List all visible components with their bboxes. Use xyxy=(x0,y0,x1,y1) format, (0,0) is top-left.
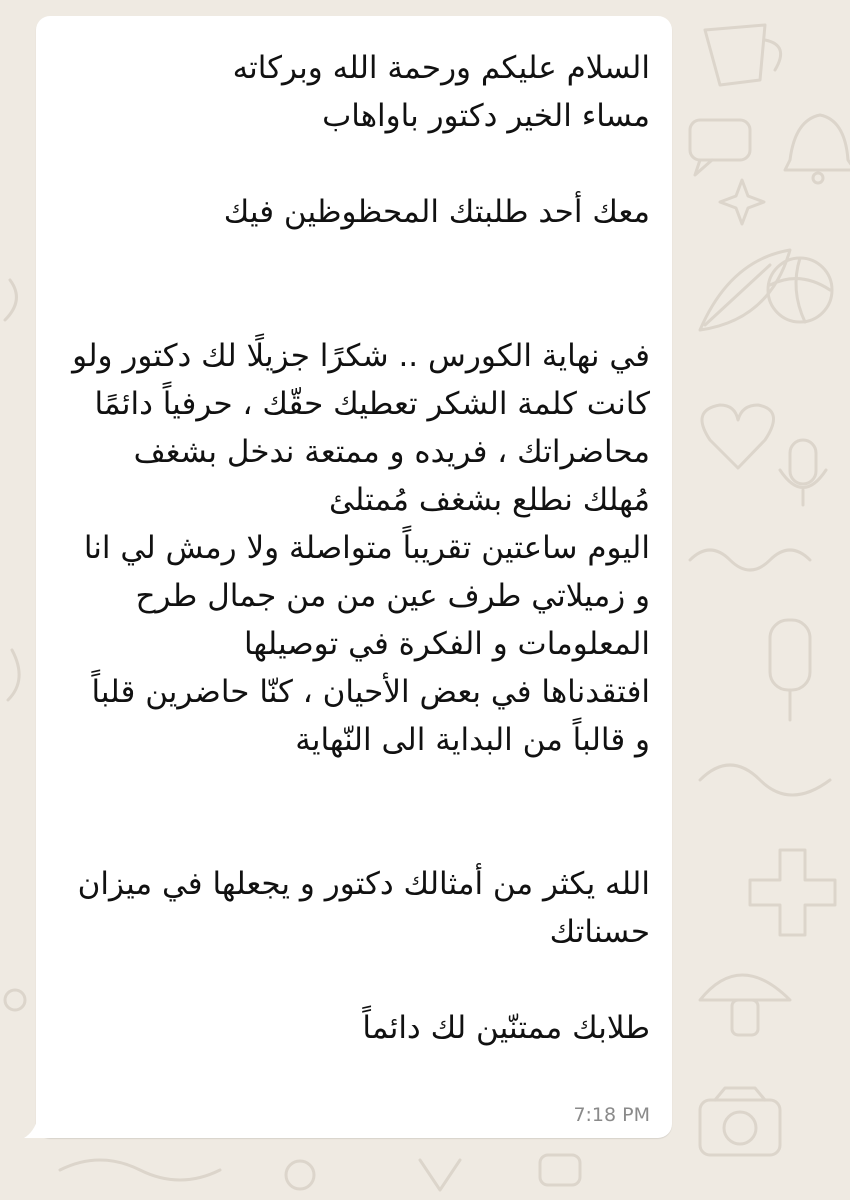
message-line: و زميلاتي طرف عين من من جمال طرح xyxy=(135,578,650,614)
message-line: السلام عليكم ورحمة الله وبركاته xyxy=(232,50,650,86)
message-text xyxy=(50,44,650,1052)
message-line xyxy=(50,140,650,188)
message-line: اليوم ساعتين تقريباً متواصلة ولا رمش لي انا xyxy=(83,530,650,566)
message-line: افتقدناها في بعض الأحيان ، كنّا حاضرين قلباً xyxy=(91,674,650,710)
message-line: مساء الخير دكتور باواهاب xyxy=(322,98,650,134)
message-line: حسناتك xyxy=(549,914,650,950)
message-line xyxy=(50,764,650,812)
message-line: محاضراتك ، فريده و ممتعة ندخل بشغف xyxy=(133,434,650,470)
message-timestamp: 7:18 PM xyxy=(573,1104,650,1126)
message-line: المعلومات و الفكرة في توصيلها xyxy=(243,626,650,662)
message-line xyxy=(50,956,650,1004)
message-line: و قالباً من البداية الى النّهاية xyxy=(295,722,650,758)
message-line: طلابك ممتنّين لك دائماً xyxy=(362,1010,650,1046)
message-line xyxy=(50,284,650,332)
message-line: كانت كلمة الشكر تعطيك حقّك ، حرفياً دائمًا xyxy=(94,386,650,422)
message-line xyxy=(50,812,650,860)
message-line xyxy=(50,236,650,284)
incoming-message-bubble[interactable] xyxy=(36,16,672,1138)
message-line: معك أحد طلبتك المحظوظين فيك xyxy=(223,194,650,230)
message-line: مُهلك نطلع بشغف مُمتلئ xyxy=(329,482,650,518)
message-line: الله يكثر من أمثالك دكتور و يجعلها في ميزان xyxy=(77,866,650,902)
message-line: في نهاية الكورس .. شكرًا جزيلًا لك دكتور ولو xyxy=(72,338,650,374)
bubble-tail xyxy=(22,1118,52,1138)
